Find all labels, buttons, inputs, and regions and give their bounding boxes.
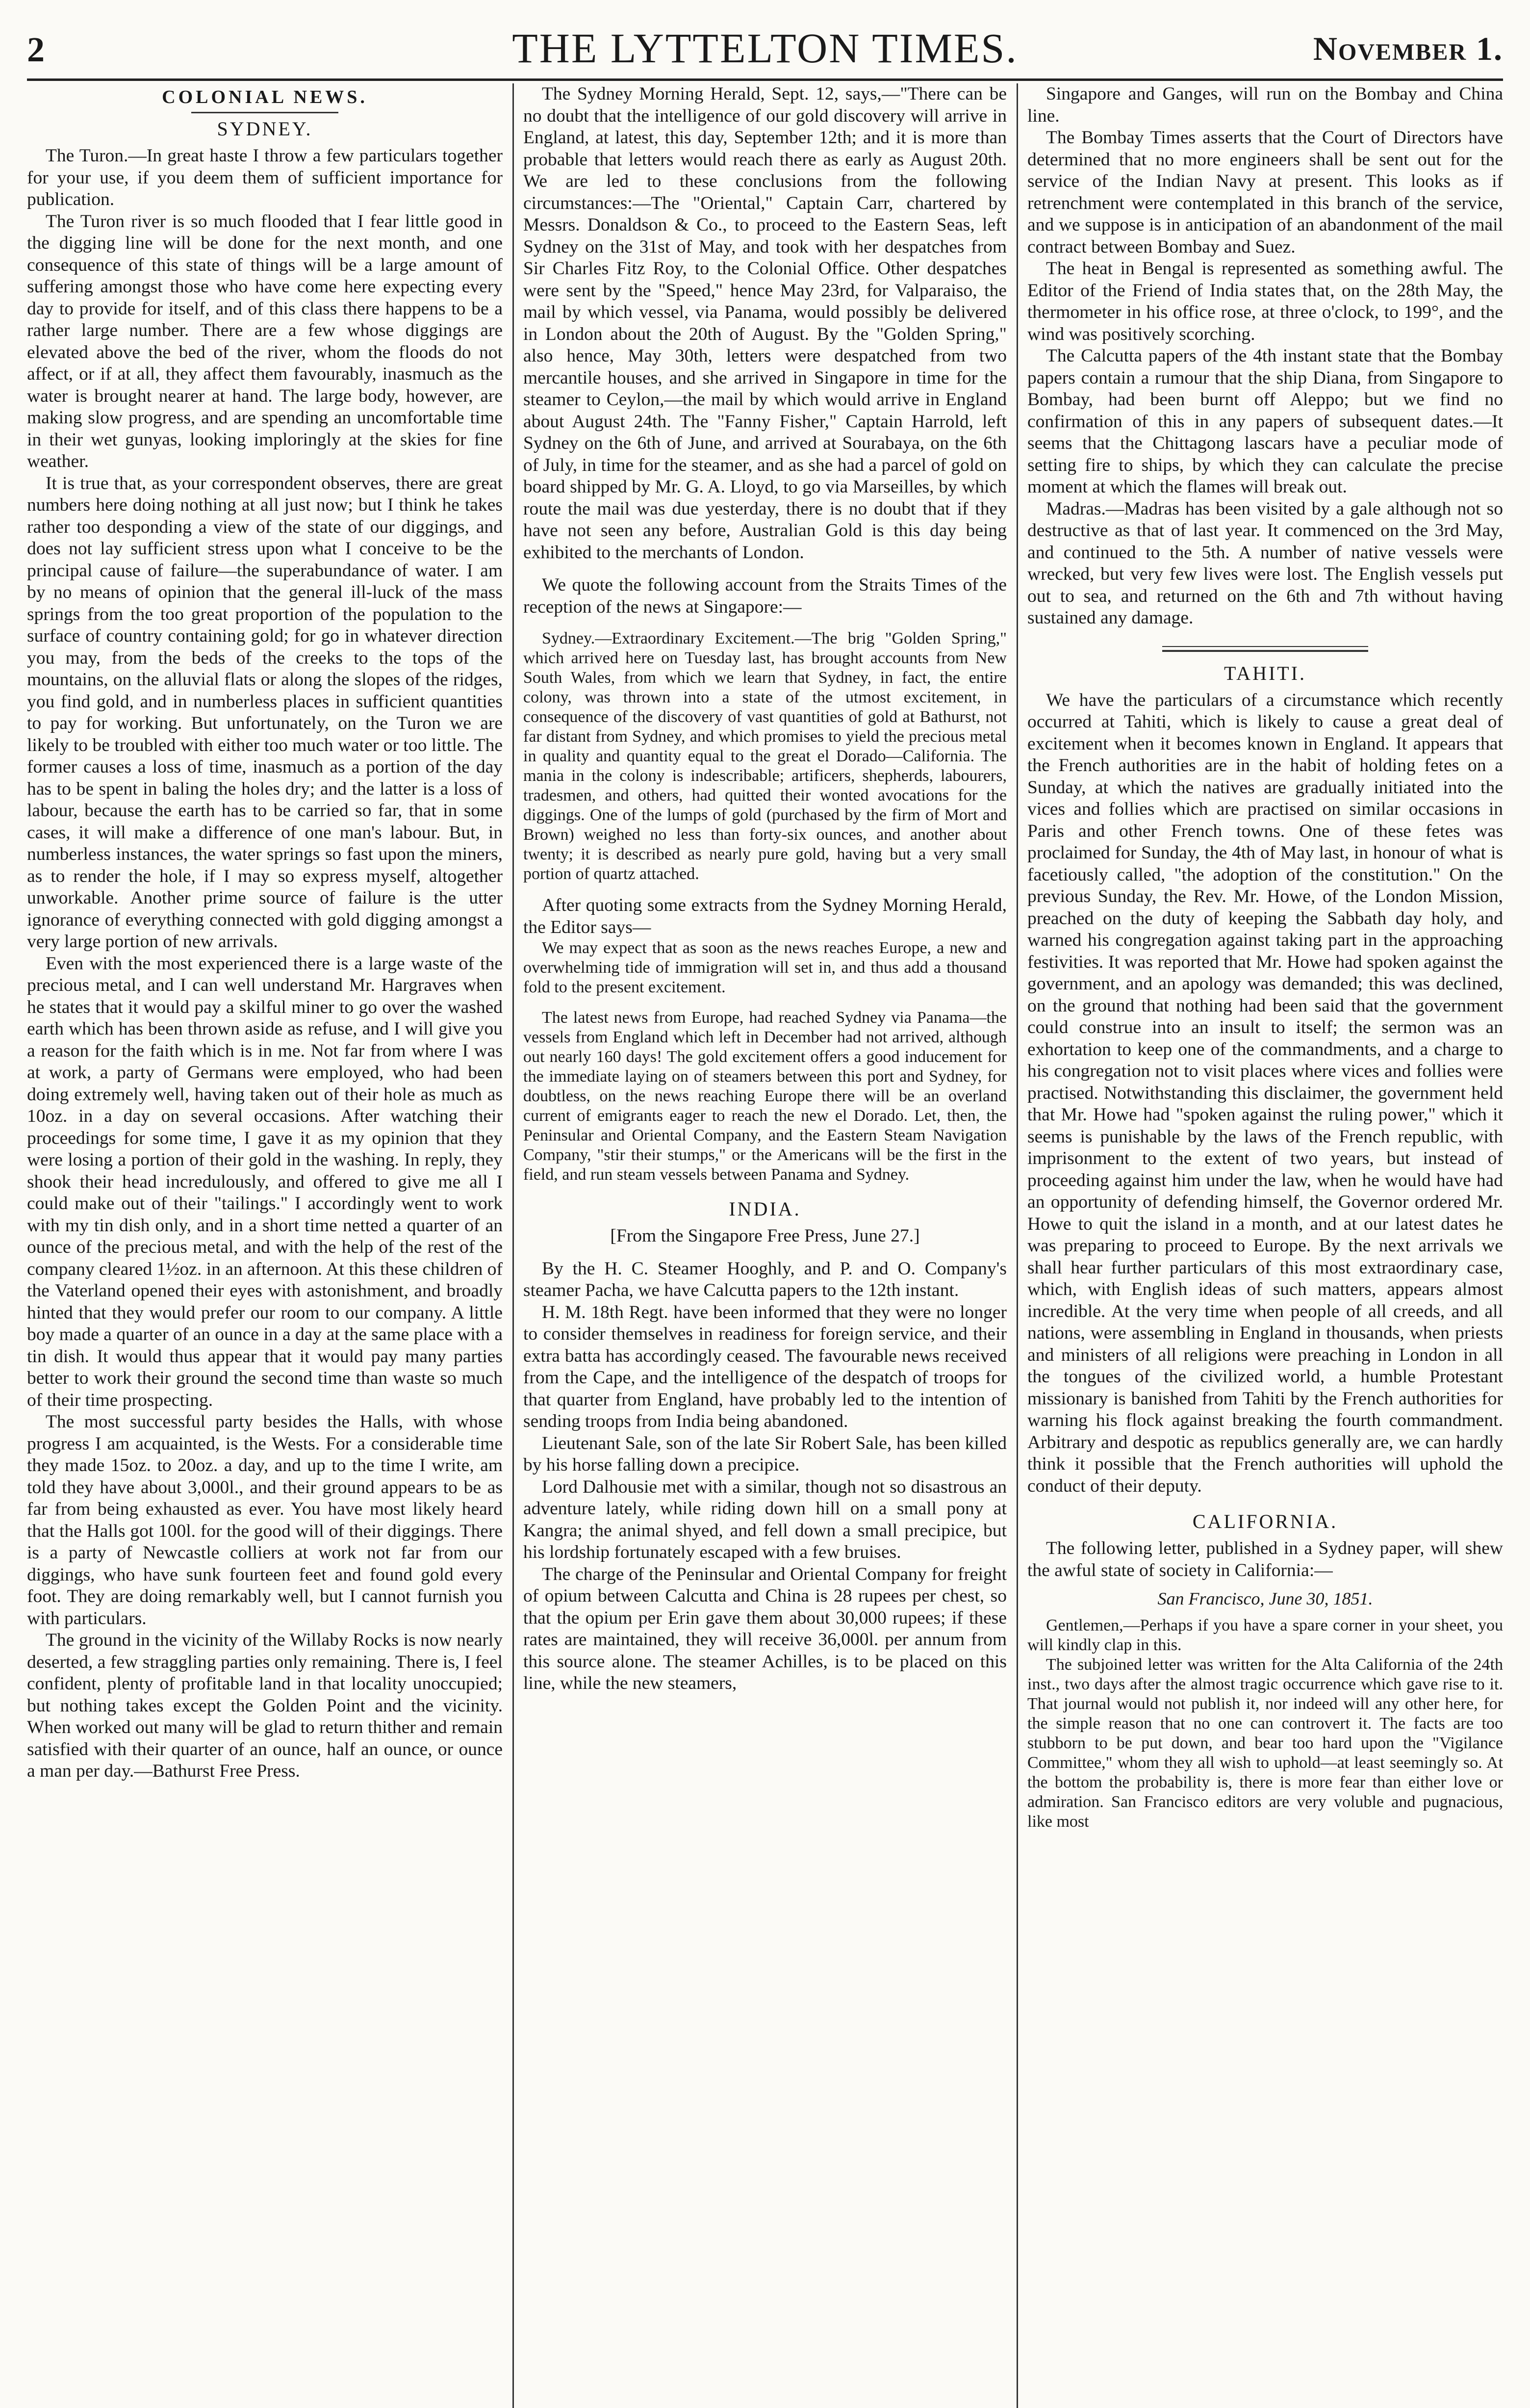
quoted-block bbox=[523, 938, 1007, 1185]
column-1 bbox=[27, 83, 503, 2408]
article-paragraph: Lord Dalhousie met with a similar, though not so disastrous an adventure lately, while riding down hill on a small pony at Kangra; the animal shyed, and fell down a small precipice, but his lordship fortunately escaped with a few bruises. bbox=[523, 1476, 1007, 1562]
column-2 bbox=[523, 83, 1007, 2408]
article-paragraph: Madras.—Madras has been visited by a gale although not so destructive as that of last year. It commenced on the 3rd May, and continued to the 5th. A number of native vessels were wrecked, but very few lives were lost. The English vessels put out to sea, and returned on the 6th and 7th without having sustained any damage. bbox=[1027, 498, 1503, 628]
letter-paragraph: Gentlemen,—Perhaps if you have a spare corner in your sheet, you will kindly clap in this. bbox=[1027, 1616, 1503, 1654]
article-paragraph: We quote the following account from the Straits Times of the reception of the news at Singapore:— bbox=[523, 575, 1007, 617]
letter-paragraph: The subjoined letter was written for the Alta California of the 24th inst., two days after the almost tragic occurrence which gave rise to it. That journal would not publish it, nor indeed will any other here, for the simple reason that no one can controvert it. The facts are too stubborn to be put down, and bear too hard upon the "Vigilance Committee," whom they all wish to uphold—at least seemingly so. At the bottom the probability is, there is more fear than either love or admiration. San Francisco editors are very voluble and pugnacious, like most bbox=[1027, 1656, 1503, 1831]
tahiti-heading: TAHITI. bbox=[1224, 662, 1307, 684]
article-paragraph: The ground in the vicinity of the Willaby Rocks is now nearly deserted, a few straggling parties only remaining. There is, I feel confident, plenty of profitable land in that locality unoccupied; but nothing takes except the Golden Point and the vicinity. When worked out many will be glad to return thither and remain satisfied with their quarter of an ounce, half an ounce, or ounce a man per day.—Bathurst Free Press. bbox=[27, 1630, 503, 1781]
newspaper-title: THE LYTTELTON TIMES. bbox=[512, 25, 1018, 72]
article-paragraph: The Turon.—In great haste I throw a few particulars together for your use, if you deem them of sufficient importance for publication. bbox=[27, 146, 503, 209]
quoted-paragraph: Sydney.—Extraordinary Excitement.—The brig "Golden Spring," which arrived here on Tuesday last, has brought accounts from New South Wales, from which we learn that Sydney, in fact, the entire colony, was thrown into a state of the utmost excitement, in consequence of the discovery of vast quantities of gold at Bathurst, not far distant from Sydney, and which promises to yield the precious metal in quality and quantity equal to the great el Dorado—California. The mania in the colony is indescribable; artificers, shepherds, labourers, tradesmen, and others, had quitted their wonted avocations for the diggings. One of the lumps of gold (purchased by the firm of Mort and Brown) weighed no less than forty-six ounces, and another about twenty; it is described as nearly pure gold, having but a very small portion of quartz attached. bbox=[523, 629, 1007, 883]
article-paragraph: The following letter, published in a Sydney paper, will shew the awful state of society in California:— bbox=[1027, 1538, 1503, 1580]
article-paragraph: The Calcutta papers of the 4th instant state that the Bombay papers contain a rumour that the ship Diana, from Singapore to Bombay, had been burnt off Aleppo; but we find no confirmation of this in any papers of subsequent dates.—It seems that the Chittagong lascars have a peculiar mode of setting fire to ships, by which they can calculate the precise moment at which the flames will break out. bbox=[1027, 346, 1503, 497]
letter-block bbox=[1027, 1616, 1503, 1832]
section-separator bbox=[1162, 646, 1368, 652]
article-paragraph: H. M. 18th Regt. have been informed that they were no longer to consider themselves in readiness for foreign service, and their extra batta has accordingly ceased. The favourable news received from the Cape, and the intelligence of the despatch of troops for that quarter from England, have probably led to the intention of sending troops from India being abandoned. bbox=[523, 1302, 1007, 1431]
article-paragraph: By the H. C. Steamer Hooghly, and P. and O. Company's steamer Pacha, we have Calcutta papers to the 12th instant. bbox=[523, 1258, 1007, 1300]
article-paragraph: Singapore and Ganges, will run on the Bombay and China line. bbox=[1027, 84, 1503, 126]
dateline: San Francisco, June 30, 1851. bbox=[1157, 1589, 1373, 1608]
article-paragraph: After quoting some extracts from the Sydney Morning Herald, the Editor says— bbox=[523, 895, 1007, 937]
article-paragraph: Even with the most experienced there is a large waste of the precious metal, and I can well understand Mr. Hargraves when he states that it would pay a skilful miner to go over the washed earth which has been thrown aside as refuse, and I will give you a reason for the faith which is in me. Not far from where I was at work, a party of Germans were employed, who had been doing extremely well, having taken out of their hole as much as 10oz. in a day on several occasions. After watching their proceedings for some time, I gave it as my opinion that they were losing a portion of their gold in the washing. In reply, they shook their head incredulously, and offered to give me all I could make out of their "tailings." I accordingly went to work with my tin dish only, and in a short time netted a quarter of an ounce of the precious metal, and with the help of the rest of the company cleared 1½oz. in an afternoon. At this these children of the Vaterland opened their eyes with astonishment, and broadly hinted that they would prefer our room to our company. A little boy made a quarter of an ounce in a day at the same place with a tin dish. It would thus appear that it would pay many parties better to work their ground the second time than waste so much of their time prospecting. bbox=[27, 953, 503, 1410]
sydney-heading: SYDNEY. bbox=[217, 118, 313, 140]
article-paragraph: The Sydney Morning Herald, Sept. 12, says,—"There can be no doubt that the intelligence of our gold discovery will arrive in England, at latest, this day, September 12th; and it is more than probable that letters would reach there as early as August 20th. We are led to these conclusions from the following circumstances:—The "Oriental," Captain Carr, chartered by Messrs. Donaldson & Co., to proceed to the Eastern Seas, left Sydney on the 31st of May, and took with her despatches from Sir Charles Fitz Roy, to the Colonial Office. Other despatches were sent by the "Speed," hence May 23rd, for Valparaiso, the mail by which vessel, via Panama, would possibly be delivered in London about the 20th of August. By the "Golden Spring," also hence, May 30th, letters were despatched from two mercantile houses, and she arrived in Singapore in time for the steamer to Ceylon,—the mail by which would arrive in England about August 24th. The "Fanny Fisher," Captain Harrold, left Sydney on the 6th of June, and arrived at Sourabaya, on the 6th of July, in time for the steamer, and as she had a parcel of gold on board shipped by Mr. G. A. Lloyd, to go via Marseilles, by which route the mail was due yesterday, there is no doubt that if they have not seen any before, Australian Gold is this day being exhibited to the merchants of London. bbox=[523, 84, 1007, 563]
columns bbox=[27, 83, 1503, 2408]
article-paragraph: The Turon river is so much flooded that I fear little good in the digging line will be done for the next month, and one consequence of this state of things will be a large amount of suffering amongst those who have come here expecting every day to provide for itself, and of this class there happens to be a rather large number. There are a few whose diggings are elevated above the bed of the river, whom the floods do not affect, or if at all, they affect them favourably, inasmuch as the water is brought nearer at hand. The large body, however, are making slow progress, and are spending an uncomfortable time in their wet gunyas, looking imploringly at the skies for fine weather. bbox=[27, 211, 503, 471]
quoted-paragraph: The latest news from Europe, had reached Sydney via Panama—the vessels from England which left in December had not arrived, although out nearly 160 days! The gold excitement offers a good inducement for the immediate laying on of steamers between this port and Sydney, for doubtless, on the news reaching Europe there will be an overland current of emigrants eager to reach the new el Dorado. Let, then, the Peninsular and Oriental Company, and the Eastern Steam Navigation Company, "stir their stumps," or the Americans will be the first in the field, and run steam vessels between Panama and Sydney. bbox=[523, 1009, 1007, 1184]
quoted-paragraph: We may expect that as soon as the news reaches Europe, a new and overwhelming tide of immigration will set in, and thus add a thousand fold to the present excitement. bbox=[523, 939, 1007, 996]
quoted-block bbox=[523, 618, 1007, 884]
article-paragraph: The most successful party besides the Halls, with whose progress I am acquainted, is the Wests. For a considerable time they made 15oz. to 20oz. a day, and up to the time I write, am told they have about 3,000l., and their ground appears to be as far from being exhausted as ever. You have most likely heard that the Halls got 100l. for the good will of their diggings. There is a party of Newcastle colliers at work not far from our diggings, who have sunk fourteen feet and found gold every foot. They are doing remarkably well, but I cannot furnish you with particulars. bbox=[27, 1412, 503, 1629]
article-paragraph: It is true that, as your correspondent observes, there are great numbers here doing nothing at all just now; but I think he takes rather too desponding a view of the state of our diggings, and does not lay sufficient stress upon what I conceive to be the principal cause of failure—the superabundance of water. I am by no means of opinion that the general ill-luck of the mass springs from the too great proportion of the population to the surface of country containing gold; for go in whatever direction you may, from the beds of the creeks to the tops of the mountains, on the alluvial flats or along the slopes of the ridges, you find gold, and in numberless places in sufficient quantities to pay for working. But unfortunately, on the Turon we are likely to be troubled with either too much water or too little. The former causes a loss of time, inasmuch as a portion of the day has to be spent in baling the holes dry; and the latter is a loss of labour, because the earth has to be carried so far, that in some cases, it will make a difference of one man's labour. But, in numberless instances, the water springs so fast upon the miners, as to render the hole, if I may so express myself, altogether unworkable. Another prime source of failure is the utter ignorance of everything connected with gold digging amongst a very large portion of new arrivals. bbox=[27, 473, 503, 952]
column-rule bbox=[1017, 83, 1018, 2408]
issue-date: November 1. bbox=[1313, 30, 1503, 67]
india-heading: INDIA. bbox=[729, 1198, 801, 1220]
article-paragraph: Lieutenant Sale, son of the late Sir Robert Sale, has been killed by his horse falling down a precipice. bbox=[523, 1433, 1007, 1475]
article-paragraph: The Bombay Times asserts that the Court of Directors have determined that no more engineers shall be sent out for the service of the Indian Navy at present. This looks as if retrenchment were contemplated in this branch of the service, and we suppose is in anticipation of an abandonment of the mail contract between Bombay and Suez. bbox=[1027, 128, 1503, 257]
article-paragraph: The charge of the Peninsular and Oriental Company for freight of opium between Calcutta and China is 28 rupees per chest, so that the opium per Erin gave them about 30,000 rupees; if these rates are maintained, they will receive 36,000l. per annum from this source alone. The steamer Achilles, is to be placed on this line, while the new steamers, bbox=[523, 1564, 1007, 1693]
title-rule bbox=[191, 112, 338, 113]
section-title: COLONIAL NEWS. bbox=[162, 87, 368, 107]
column-3 bbox=[1027, 83, 1503, 2408]
california-heading: CALIFORNIA. bbox=[1192, 1510, 1338, 1532]
masthead bbox=[27, 20, 1503, 81]
india-source: [From the Singapore Free Press, June 27.] bbox=[610, 1226, 920, 1246]
column-rule bbox=[512, 83, 514, 2408]
article-paragraph: The heat in Bengal is represented as something awful. The Editor of the Friend of India states that, on the 28th May, the thermometer in his office rose, at three o'clock, to 199°, and the wind was positively scorching. bbox=[1027, 259, 1503, 344]
page-number: 2 bbox=[27, 30, 45, 69]
article-paragraph: We have the particulars of a circumstance which recently occurred at Tahiti, which is likely to cause a great deal of excitement when it becomes known in England. It appears that the French authorities are in the habit of holding fetes on a Sunday, at which the natives are gradually initiated into the vices and follies which are practised on similar occasions in Paris and other French towns. One of these fetes was proclaimed for Sunday, the 4th of May last, in honour of what is facetiously called, "the adoption of the constitution." On the previous Sunday, the Rev. Mr. Howe, of the London Mission, preached on the duty of keeping the Sabbath day holy, and warned his congregation against taking part in the approaching festivities. It was reported that Mr. Howe had spoken against the government, and an apology was demanded; this was declined, on the ground that nothing had been said that the government could construe into an insult to itself; the sermon was an exhortation to keep one of the commandments, and a charge to his congregation not to visit places where vices and follies were practised. Notwithstanding this disclaimer, the government held that Mr. Howe had "spoken against the ruling power," which it seems is punishable by the laws of the French republic, with imprisonment to the extent of two years, but instead of proceeding against him under the law, when he would have had an opportunity of defending himself, the Governor ordered Mr. Howe to quit the island in a month, and at our latest dates he was preparing to proceed to Europe. By the next arrivals we shall hear further particulars of this most extraordinary case, which, with English ideas of such matters, appears almost incredible. At the very time when people of all creeds, and all nations, were assembling in England in thousands, when priests and ministers of all religions were preaching in London in all the tongues of the civilized world, a humble Protestant missionary is banished from Tahiti by the French authorities for warning his flock against breaking the fourth commandment. Arbitrary and despotic as republics generally are, we can hardly think it possible that the French authorities will uphold the conduct of their deputy. bbox=[1027, 690, 1503, 1496]
